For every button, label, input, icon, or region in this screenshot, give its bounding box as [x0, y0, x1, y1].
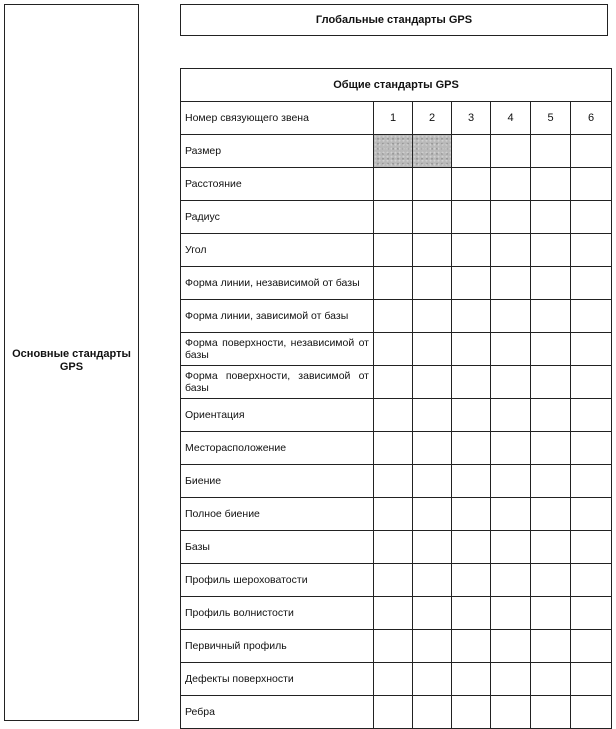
empty-cell [452, 366, 491, 399]
link-number-3: 3 [452, 102, 491, 135]
table-row [181, 663, 612, 696]
table-row [181, 366, 612, 399]
empty-cell [413, 168, 452, 201]
empty-cell [374, 432, 413, 465]
link-number-2: 2 [413, 102, 452, 135]
empty-cell [531, 465, 571, 498]
empty-cell [413, 234, 452, 267]
empty-cell [531, 135, 571, 168]
empty-cell [531, 531, 571, 564]
row-label: Ориентация [181, 399, 374, 432]
empty-cell [571, 696, 612, 729]
table-row [181, 300, 612, 333]
empty-cell [491, 300, 531, 333]
empty-cell [491, 531, 531, 564]
empty-cell [491, 630, 531, 663]
general-gps-standards-table [180, 68, 612, 729]
empty-cell [374, 234, 413, 267]
empty-cell [491, 432, 531, 465]
empty-cell [452, 465, 491, 498]
link-number-1: 1 [374, 102, 413, 135]
basic-gps-standards-label: Основные стандарты GPS [12, 348, 131, 373]
table-row [181, 498, 612, 531]
row-label: Форма поверхности, зависимой от базы [181, 366, 374, 399]
empty-cell [571, 135, 612, 168]
table-row [181, 696, 612, 729]
empty-cell [491, 465, 531, 498]
empty-cell [413, 366, 452, 399]
empty-cell [531, 399, 571, 432]
empty-cell [571, 399, 612, 432]
table-row [181, 630, 612, 663]
empty-cell [491, 234, 531, 267]
row-label: Дефекты поверхности [181, 663, 374, 696]
empty-cell [452, 564, 491, 597]
empty-cell [452, 399, 491, 432]
table-row [181, 564, 612, 597]
link-number-header: Номер связующего звена [181, 102, 374, 135]
row-label: Профиль волнистости [181, 597, 374, 630]
empty-cell [374, 564, 413, 597]
empty-cell [531, 267, 571, 300]
empty-cell [413, 267, 452, 300]
link-number-4: 4 [491, 102, 531, 135]
empty-cell [491, 597, 531, 630]
empty-cell [413, 465, 452, 498]
empty-cell [452, 498, 491, 531]
table-row [181, 465, 612, 498]
empty-cell [571, 366, 612, 399]
row-label: Профиль шероховатости [181, 564, 374, 597]
empty-cell [531, 234, 571, 267]
empty-cell [491, 333, 531, 366]
empty-cell [413, 630, 452, 663]
empty-cell [452, 696, 491, 729]
empty-cell [452, 663, 491, 696]
empty-cell [374, 300, 413, 333]
table-row [181, 399, 612, 432]
empty-cell [413, 597, 452, 630]
empty-cell [374, 201, 413, 234]
table-row [181, 597, 612, 630]
empty-cell [531, 663, 571, 696]
empty-cell [571, 333, 612, 366]
basic-gps-standards-box [4, 4, 139, 721]
link-number-6: 6 [571, 102, 612, 135]
empty-cell [452, 333, 491, 366]
table-row [181, 531, 612, 564]
global-gps-standards-title: Глобальные стандарты GPS [315, 14, 473, 26]
empty-cell [374, 531, 413, 564]
empty-cell [374, 399, 413, 432]
table-row [181, 267, 612, 300]
empty-cell [571, 300, 612, 333]
row-label: Форма линии, зависимой от базы [181, 300, 374, 333]
empty-cell [374, 333, 413, 366]
row-label: Базы [181, 531, 374, 564]
empty-cell [413, 300, 452, 333]
table-row [181, 333, 612, 366]
empty-cell [571, 564, 612, 597]
empty-cell [571, 630, 612, 663]
empty-cell [491, 399, 531, 432]
empty-cell [531, 201, 571, 234]
general-gps-standards-title: Общие стандарты GPS [181, 69, 612, 102]
table-row [181, 432, 612, 465]
empty-cell [374, 498, 413, 531]
empty-cell [413, 696, 452, 729]
table-row [181, 201, 612, 234]
empty-cell [452, 630, 491, 663]
shaded-cell [413, 135, 452, 168]
row-label: Ребра [181, 696, 374, 729]
empty-cell [374, 630, 413, 663]
empty-cell [413, 399, 452, 432]
row-label: Угол [181, 234, 374, 267]
table-row [181, 234, 612, 267]
empty-cell [491, 663, 531, 696]
empty-cell [374, 663, 413, 696]
empty-cell [531, 168, 571, 201]
empty-cell [571, 498, 612, 531]
empty-cell [491, 168, 531, 201]
empty-cell [571, 201, 612, 234]
empty-cell [531, 498, 571, 531]
empty-cell [491, 366, 531, 399]
empty-cell [452, 531, 491, 564]
empty-cell [531, 432, 571, 465]
empty-cell [452, 201, 491, 234]
empty-cell [531, 366, 571, 399]
empty-cell [374, 465, 413, 498]
empty-cell [374, 366, 413, 399]
empty-cell [452, 168, 491, 201]
row-label: Биение [181, 465, 374, 498]
empty-cell [571, 234, 612, 267]
row-label: Месторасположение [181, 432, 374, 465]
empty-cell [452, 135, 491, 168]
empty-cell [374, 597, 413, 630]
empty-cell [531, 696, 571, 729]
empty-cell [413, 432, 452, 465]
empty-cell [374, 696, 413, 729]
empty-cell [491, 267, 531, 300]
empty-cell [491, 564, 531, 597]
row-label: Первичный профиль [181, 630, 374, 663]
row-label: Расстояние [181, 168, 374, 201]
table-row [181, 135, 612, 168]
row-label: Размер [181, 135, 374, 168]
empty-cell [531, 564, 571, 597]
empty-cell [413, 564, 452, 597]
empty-cell [571, 432, 612, 465]
empty-cell [571, 267, 612, 300]
empty-cell [571, 168, 612, 201]
shaded-cell [374, 135, 413, 168]
empty-cell [571, 597, 612, 630]
empty-cell [413, 498, 452, 531]
empty-cell [452, 597, 491, 630]
global-gps-standards-box [180, 4, 608, 36]
empty-cell [491, 135, 531, 168]
empty-cell [413, 531, 452, 564]
empty-cell [374, 267, 413, 300]
empty-cell [452, 432, 491, 465]
row-label: Радиус [181, 201, 374, 234]
row-label: Полное биение [181, 498, 374, 531]
empty-cell [452, 300, 491, 333]
empty-cell [413, 201, 452, 234]
row-label: Форма поверхности, независимой от базы [181, 333, 374, 366]
table-row [181, 168, 612, 201]
empty-cell [491, 201, 531, 234]
empty-cell [571, 531, 612, 564]
empty-cell [531, 597, 571, 630]
empty-cell [531, 300, 571, 333]
empty-cell [531, 333, 571, 366]
empty-cell [491, 696, 531, 729]
empty-cell [571, 465, 612, 498]
empty-cell [374, 168, 413, 201]
empty-cell [452, 234, 491, 267]
empty-cell [452, 267, 491, 300]
row-label: Форма линии, независимой от базы [181, 267, 374, 300]
empty-cell [413, 663, 452, 696]
link-number-5: 5 [531, 102, 571, 135]
empty-cell [571, 663, 612, 696]
empty-cell [491, 498, 531, 531]
empty-cell [413, 333, 452, 366]
empty-cell [531, 630, 571, 663]
